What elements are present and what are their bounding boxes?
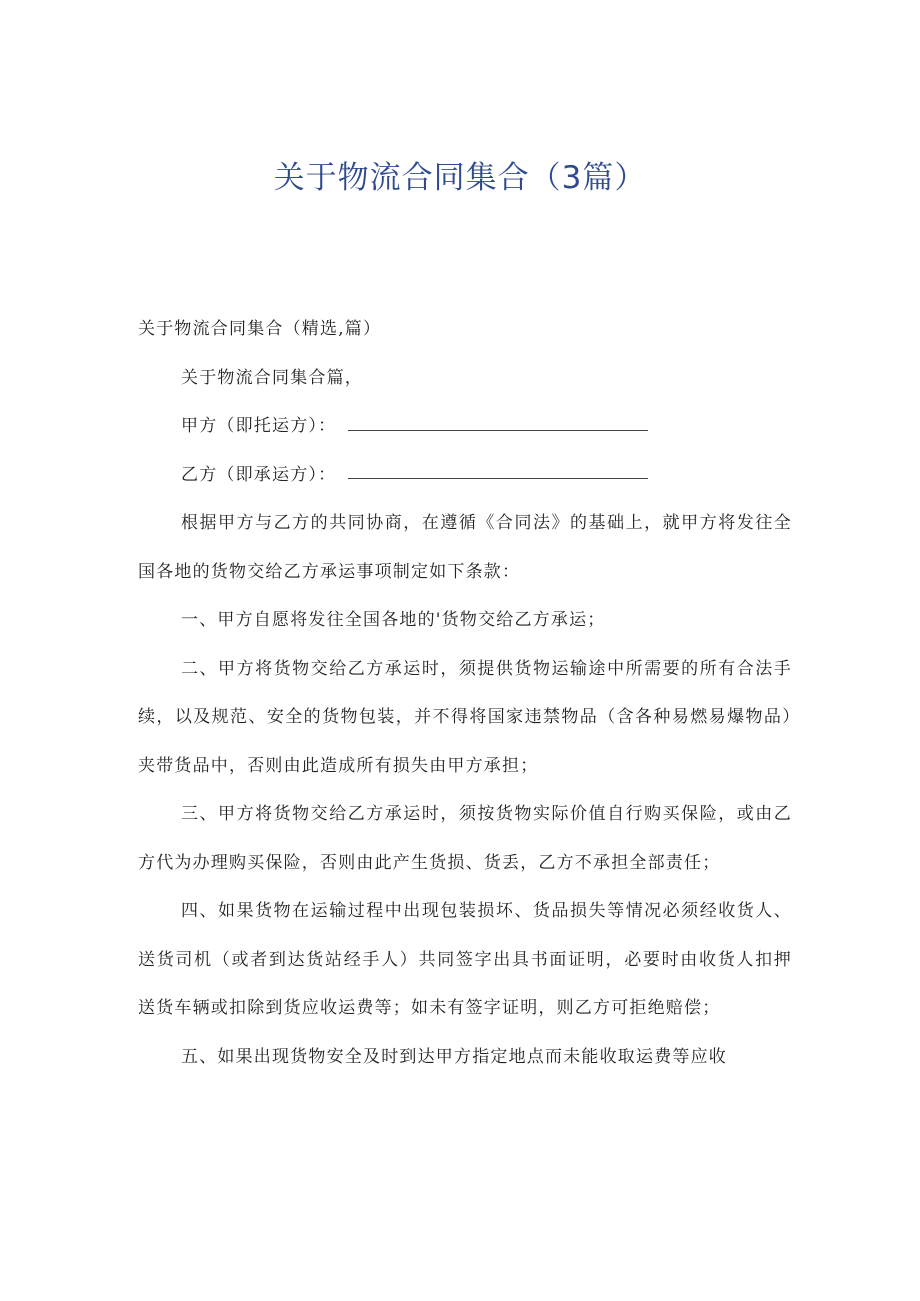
clause-3: 三、甲方将货物交给乙方承运时，须按货物实际价值自行购买保险，或由乙方代为办理购买保险，否则由此产生货损、货丢，乙方不承担全部责任； <box>138 804 792 873</box>
subtitle: 关于物流合同集合（精选,篇） <box>138 319 382 339</box>
clause-1: 一、甲方自愿将发往全国各地的'货物交给乙方承运； <box>181 610 606 630</box>
party-b-line <box>138 451 792 500</box>
party-b-blank <box>348 477 648 479</box>
section-heading: 关于物流合同集合篇， <box>181 367 363 388</box>
clause-2: 二、甲方将货物交给乙方承运时，须提供货物运输途中所需要的所有合法手续，以及规范、安全的货物包装，并不得将国家违禁物品（含各种易燃易爆物品）夹带货品中，否则由此造成所有损失由甲方承担； <box>138 658 792 776</box>
party-a-label: 甲方（即托运方）： <box>181 416 337 436</box>
document-body <box>138 305 792 1081</box>
party-a-line <box>138 402 792 451</box>
party-a-blank <box>348 429 648 431</box>
document-title: 关于物流合同集合（3篇） <box>273 160 647 196</box>
clause-5: 五、如果出现货物安全及时到达甲方指定地点而未能收取运费等应收 <box>181 1046 727 1067</box>
clause-4: 四、如果货物在运输过程中出现包装损坏、货品损失等情况必须经收货人、送货司机（或者到达货站经手人）共同签字出具书面证明，必要时由收货人扣押送货车辆或扣除到货应收运费等；如未有签字证明，则乙方可拒绝赔偿； <box>138 901 792 1018</box>
paragraph-intro: 根据甲方与乙方的共同协商，在遵循《合同法》的基础上，就甲方将发往全国各地的货物交给乙方承运事项制定如下条款： <box>138 513 792 582</box>
party-b-label: 乙方（即承运方）： <box>181 464 337 485</box>
